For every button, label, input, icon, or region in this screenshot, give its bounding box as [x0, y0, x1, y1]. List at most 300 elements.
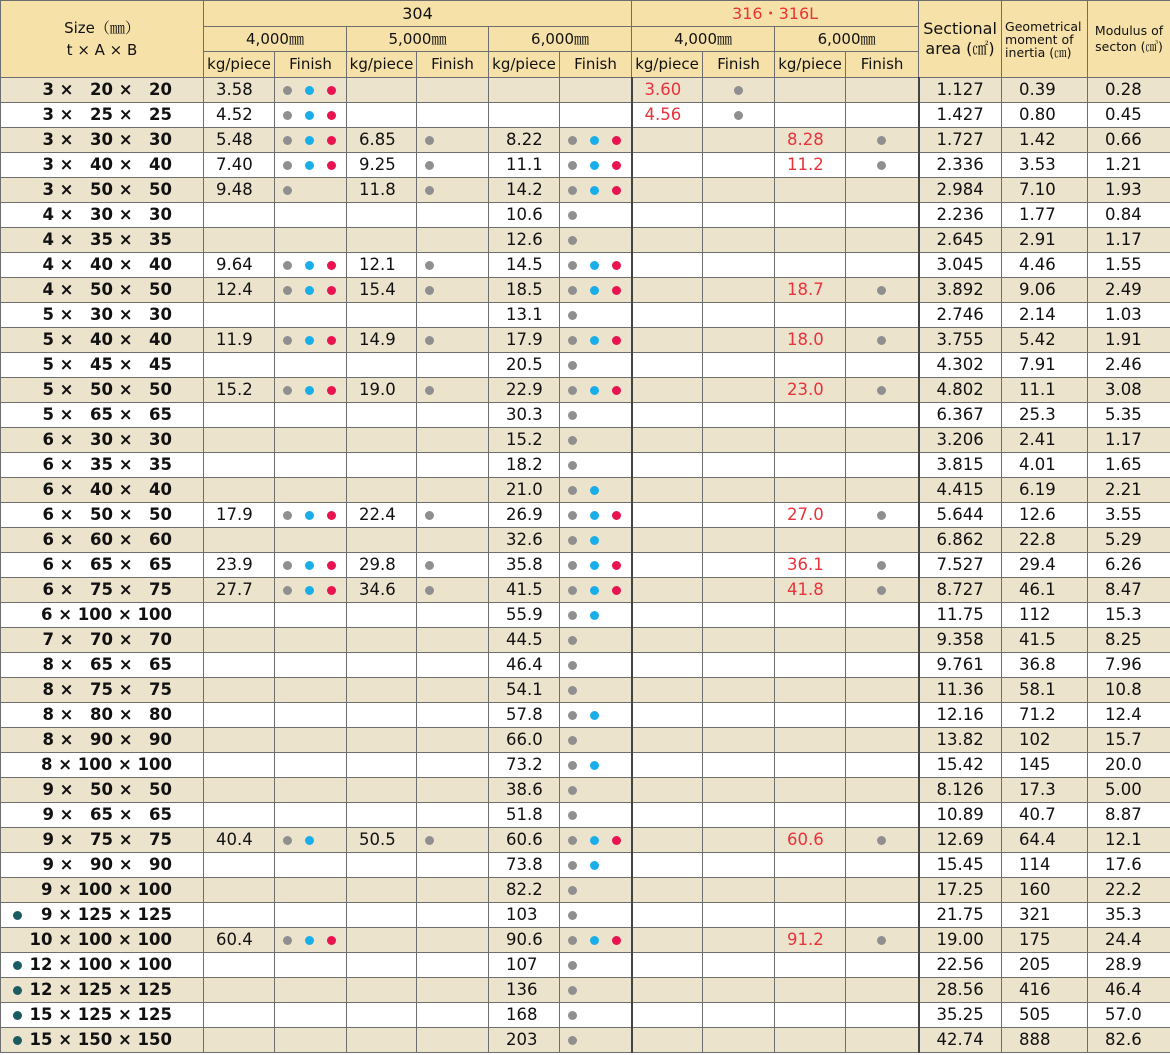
finish-gray-dot-icon	[568, 336, 577, 345]
weight-304-5000: 22.4	[347, 503, 417, 528]
weight-304-6000: 11.1	[489, 153, 560, 178]
modulus-line1: Modulus of	[1094, 23, 1164, 38]
size-cell	[1, 978, 204, 1003]
moment-of-inertia: 4.01	[1002, 453, 1088, 478]
weight-304-4000: 11.9	[204, 328, 275, 353]
finish-blue-dot-icon	[305, 111, 314, 120]
finish-cell	[560, 653, 632, 678]
size-cell	[1, 378, 204, 403]
weight-304-4000: 9.64	[204, 253, 275, 278]
finish-blue-dot-icon	[590, 336, 599, 345]
finish-gray-dot-icon	[568, 236, 577, 245]
finish-blue-dot-icon	[590, 511, 599, 520]
modulus-of-section: 5.29	[1088, 528, 1170, 553]
finish-blue-dot-icon	[305, 511, 314, 520]
finish-gray-dot-icon	[425, 836, 434, 845]
moment-of-inertia: 114	[1002, 853, 1088, 878]
sectional-area: 2.746	[919, 303, 1002, 328]
finish-gray-dot-icon	[568, 736, 577, 745]
finish-cell	[560, 1028, 632, 1053]
finish-gray-dot-icon	[877, 586, 886, 595]
finish-gray-dot-icon	[425, 161, 434, 170]
finish-cell	[846, 653, 919, 678]
finish-gray-dot-icon	[283, 836, 292, 845]
size-text: 8 × 75 × 75	[42, 679, 172, 699]
weight-304-5000	[347, 978, 417, 1003]
modulus-of-section: 22.2	[1088, 878, 1170, 903]
weight-304-6000: 35.8	[489, 553, 560, 578]
modulus-of-section: 1.93	[1088, 178, 1170, 203]
size-text: 5 × 65 × 65	[42, 404, 172, 424]
finish-blue-dot-icon	[590, 136, 599, 145]
finish-cell	[417, 628, 489, 653]
finish-cell	[275, 828, 347, 853]
finish-cell	[703, 928, 775, 953]
weight-304-4000	[204, 1028, 275, 1053]
finish-gray-dot-icon	[568, 836, 577, 845]
weight-316-6000	[775, 703, 846, 728]
weight-304-5000	[347, 728, 417, 753]
weight-304-6000: 22.9	[489, 378, 560, 403]
table-row	[1, 853, 1170, 878]
sectional-area: 13.82	[919, 728, 1002, 753]
weight-304-5000	[347, 228, 417, 253]
finish-cell	[560, 1003, 632, 1028]
size-text: 3 × 40 × 40	[42, 154, 172, 174]
finish-gray-dot-icon	[283, 286, 292, 295]
table-row	[1, 803, 1170, 828]
weight-316-4000	[632, 478, 703, 503]
finish-cell	[846, 678, 919, 703]
moment-of-inertia: 145	[1002, 753, 1088, 778]
weight-316-4000	[632, 653, 703, 678]
finish-gray-dot-icon	[283, 336, 292, 345]
finish-blue-dot-icon	[305, 136, 314, 145]
size-cell	[1, 303, 204, 328]
weight-304-4000: 27.7	[204, 578, 275, 603]
weight-304-5000	[347, 603, 417, 628]
finish-gray-dot-icon	[283, 386, 292, 395]
table-row	[1, 403, 1170, 428]
weight-316-6000	[775, 678, 846, 703]
weight-316-4000: 4.56	[632, 103, 703, 128]
moment-of-inertia: 102	[1002, 728, 1088, 753]
size-text: 8 × 90 × 90	[42, 729, 172, 749]
size-cell	[1, 478, 204, 503]
weight-304-6000: 57.8	[489, 703, 560, 728]
weight-316-4000	[632, 253, 703, 278]
sectional-area: 28.56	[919, 978, 1002, 1003]
moment-of-inertia: 0.80	[1002, 103, 1088, 128]
weight-316-6000	[775, 228, 846, 253]
weight-316-6000	[775, 628, 846, 653]
finish-blue-dot-icon	[590, 836, 599, 845]
finish-gray-dot-icon	[568, 761, 577, 770]
finish-cell	[703, 753, 775, 778]
size-text: 5 × 40 × 40	[42, 329, 172, 349]
size-text: 9 × 100 × 100	[41, 879, 172, 899]
weight-316-6000	[775, 478, 846, 503]
sectional-area: 15.42	[919, 753, 1002, 778]
finish-cell	[703, 353, 775, 378]
finish-gray-dot-icon	[568, 136, 577, 145]
len-304-4000: 4,000㎜	[204, 27, 347, 52]
finish-cell	[417, 903, 489, 928]
finish-gray-dot-icon	[877, 136, 886, 145]
finish-cell	[846, 328, 919, 353]
size-cell	[1, 253, 204, 278]
modulus-of-section: 1.21	[1088, 153, 1170, 178]
finish-cell	[560, 628, 632, 653]
finish-cell	[275, 153, 347, 178]
size-text: 6 × 30 × 30	[42, 429, 172, 449]
finish-cell	[846, 478, 919, 503]
weight-316-4000	[632, 528, 703, 553]
size-text: 12 × 100 × 100	[29, 954, 172, 974]
weight-304-5000	[347, 1003, 417, 1028]
weight-304-6000: 14.2	[489, 178, 560, 203]
weight-316-6000	[775, 803, 846, 828]
weight-316-6000: 18.0	[775, 328, 846, 353]
weight-304-4000: 4.52	[204, 103, 275, 128]
weight-316-4000	[632, 128, 703, 153]
finish-cell	[417, 103, 489, 128]
finish-gray-dot-icon	[425, 511, 434, 520]
finish-blue-dot-icon	[305, 86, 314, 95]
weight-304-4000	[204, 353, 275, 378]
size-label: Size（㎜）	[64, 19, 140, 37]
finish-cell	[846, 78, 919, 103]
finish-cell	[703, 778, 775, 803]
finish-cell	[703, 578, 775, 603]
finish-gray-dot-icon	[283, 136, 292, 145]
finish-cell	[417, 1003, 489, 1028]
finish-blue-dot-icon	[590, 536, 599, 545]
weight-304-5000	[347, 403, 417, 428]
weight-304-4000	[204, 703, 275, 728]
size-text: 4 × 50 × 50	[42, 279, 172, 299]
table-row	[1, 328, 1170, 353]
modulus-of-section: 3.08	[1088, 378, 1170, 403]
modulus-of-section: 28.9	[1088, 953, 1170, 978]
modulus-of-section: 57.0	[1088, 1003, 1170, 1028]
weight-316-4000	[632, 853, 703, 878]
size-text: 5 × 50 × 50	[42, 379, 172, 399]
finish-gray-dot-icon	[283, 511, 292, 520]
finish-cell	[703, 978, 775, 1003]
size-cell	[1, 1003, 204, 1028]
size-cell	[1, 128, 204, 153]
weight-316-4000	[632, 603, 703, 628]
finish-red-dot-icon	[327, 336, 336, 345]
weight-304-4000	[204, 228, 275, 253]
finish-gray-dot-icon	[877, 836, 886, 845]
size-text: 3 × 25 × 25	[42, 104, 172, 124]
finish-gray-dot-icon	[568, 311, 577, 320]
sectional-area: 3.755	[919, 328, 1002, 353]
weight-304-6000: 90.6	[489, 928, 560, 953]
table-row	[1, 253, 1170, 278]
moment-of-inertia: 36.8	[1002, 653, 1088, 678]
size-cell	[1, 328, 204, 353]
weight-316-6000	[775, 403, 846, 428]
finish-blue-dot-icon	[305, 836, 314, 845]
finish-cell	[846, 803, 919, 828]
finish-cell	[846, 878, 919, 903]
weight-316-4000	[632, 1003, 703, 1028]
kg-header: kg/piece	[347, 52, 417, 78]
table-row	[1, 353, 1170, 378]
size-cell	[1, 153, 204, 178]
weight-304-5000	[347, 678, 417, 703]
size-cell	[1, 553, 204, 578]
finish-gray-dot-icon	[877, 286, 886, 295]
finish-blue-dot-icon	[305, 586, 314, 595]
finish-gray-dot-icon	[425, 336, 434, 345]
weight-304-5000	[347, 428, 417, 453]
finish-gray-dot-icon	[568, 811, 577, 820]
finish-gray-dot-icon	[568, 786, 577, 795]
finish-cell	[846, 203, 919, 228]
sectional-area: 3.815	[919, 453, 1002, 478]
weight-304-6000: 38.6	[489, 778, 560, 803]
moment-of-inertia: 29.4	[1002, 553, 1088, 578]
size-cell	[1, 403, 204, 428]
finish-cell	[846, 403, 919, 428]
finish-cell	[275, 953, 347, 978]
finish-cell	[560, 778, 632, 803]
finish-gray-dot-icon	[568, 411, 577, 420]
weight-316-4000	[632, 278, 703, 303]
finish-header: Finish	[846, 52, 919, 78]
size-cell	[1, 353, 204, 378]
modulus-of-section: 1.55	[1088, 253, 1170, 278]
size-text: 6 × 65 × 65	[42, 554, 172, 574]
weight-316-6000	[775, 78, 846, 103]
finish-cell	[703, 503, 775, 528]
weight-316-4000	[632, 453, 703, 478]
weight-316-4000	[632, 828, 703, 853]
modulus-of-section: 35.3	[1088, 903, 1170, 928]
finish-cell	[846, 128, 919, 153]
finish-blue-dot-icon	[305, 161, 314, 170]
size-text: 6 × 60 × 60	[42, 529, 172, 549]
sectional-area: 8.727	[919, 578, 1002, 603]
weight-316-4000	[632, 678, 703, 703]
finish-cell	[417, 528, 489, 553]
material-304-header: 304	[204, 1, 632, 27]
finish-blue-dot-icon	[305, 561, 314, 570]
finish-cell	[560, 503, 632, 528]
finish-cell	[846, 1003, 919, 1028]
modulus-line2: secton (㎤)	[1095, 39, 1163, 54]
finish-cell	[560, 578, 632, 603]
weight-316-6000: 41.8	[775, 578, 846, 603]
sectional-area-header	[919, 1, 1002, 78]
finish-cell	[560, 78, 632, 103]
finish-gray-dot-icon	[568, 211, 577, 220]
finish-gray-dot-icon	[877, 936, 886, 945]
finish-cell	[703, 478, 775, 503]
size-text: 9 × 65 × 65	[42, 804, 172, 824]
finish-cell	[275, 503, 347, 528]
moment-of-inertia: 4.46	[1002, 253, 1088, 278]
moment-of-inertia: 1.77	[1002, 203, 1088, 228]
table-row	[1, 128, 1170, 153]
sectional-area: 6.367	[919, 403, 1002, 428]
table-row	[1, 578, 1170, 603]
weight-304-6000	[489, 78, 560, 103]
finish-cell	[703, 303, 775, 328]
modulus-of-section: 2.21	[1088, 478, 1170, 503]
finish-cell	[417, 653, 489, 678]
finish-cell	[417, 878, 489, 903]
moment-of-inertia: 11.1	[1002, 378, 1088, 403]
modulus-of-section: 1.91	[1088, 328, 1170, 353]
weight-304-4000	[204, 978, 275, 1003]
modulus-of-section: 6.26	[1088, 553, 1170, 578]
sectional-area: 4.802	[919, 378, 1002, 403]
finish-gray-dot-icon	[568, 686, 577, 695]
finish-cell	[560, 228, 632, 253]
weight-316-6000	[775, 878, 846, 903]
finish-cell	[703, 728, 775, 753]
modulus-of-section: 20.0	[1088, 753, 1170, 778]
finish-cell	[846, 178, 919, 203]
finish-red-dot-icon	[612, 336, 621, 345]
weight-304-4000	[204, 403, 275, 428]
finish-gray-dot-icon	[425, 386, 434, 395]
finish-cell	[703, 878, 775, 903]
weight-304-6000: 103	[489, 903, 560, 928]
sectional-area: 22.56	[919, 953, 1002, 978]
weight-316-4000: 3.60	[632, 78, 703, 103]
table-row	[1, 953, 1170, 978]
finish-cell	[417, 178, 489, 203]
finish-cell	[846, 428, 919, 453]
finish-cell	[417, 503, 489, 528]
weight-304-4000: 15.2	[204, 378, 275, 403]
finish-cell	[703, 803, 775, 828]
finish-cell	[560, 328, 632, 353]
size-cell	[1, 853, 204, 878]
weight-304-5000: 19.0	[347, 378, 417, 403]
finish-cell	[275, 303, 347, 328]
finish-gray-dot-icon	[568, 861, 577, 870]
weight-304-5000	[347, 953, 417, 978]
finish-cell	[275, 703, 347, 728]
finish-cell	[560, 828, 632, 853]
size-cell	[1, 628, 204, 653]
modulus-of-section: 1.03	[1088, 303, 1170, 328]
finish-red-dot-icon	[612, 561, 621, 570]
sectional-area: 2.645	[919, 228, 1002, 253]
finish-red-dot-icon	[327, 111, 336, 120]
size-text: 15 × 150 × 150	[29, 1029, 172, 1049]
finish-cell	[417, 203, 489, 228]
moment-of-inertia: 2.91	[1002, 228, 1088, 253]
sectional-area: 11.75	[919, 603, 1002, 628]
weight-316-4000	[632, 228, 703, 253]
finish-cell	[417, 453, 489, 478]
finish-cell	[275, 228, 347, 253]
weight-304-4000: 3.58	[204, 78, 275, 103]
table-row	[1, 728, 1170, 753]
size-text: 9 × 50 × 50	[42, 779, 172, 799]
table-row	[1, 678, 1170, 703]
finish-gray-dot-icon	[877, 511, 886, 520]
modulus-of-section: 82.6	[1088, 1028, 1170, 1053]
table-row	[1, 778, 1170, 803]
weight-316-6000: 60.6	[775, 828, 846, 853]
weight-304-6000: 51.8	[489, 803, 560, 828]
moment-of-inertia: 58.1	[1002, 678, 1088, 703]
size-text: 3 × 50 × 50	[42, 179, 172, 199]
finish-cell	[417, 353, 489, 378]
size-cell	[1, 753, 204, 778]
finish-cell	[560, 528, 632, 553]
finish-cell	[560, 603, 632, 628]
weight-304-6000: 32.6	[489, 528, 560, 553]
finish-blue-dot-icon	[305, 386, 314, 395]
sectional-area: 1.727	[919, 128, 1002, 153]
weight-304-4000	[204, 478, 275, 503]
sectional-area: 15.45	[919, 853, 1002, 878]
modulus-of-section: 24.4	[1088, 928, 1170, 953]
finish-blue-dot-icon	[590, 611, 599, 620]
weight-304-6000: 66.0	[489, 728, 560, 753]
modulus-of-section: 5.00	[1088, 778, 1170, 803]
finish-blue-dot-icon	[590, 711, 599, 720]
finish-cell	[560, 703, 632, 728]
finish-cell	[846, 753, 919, 778]
finish-cell	[703, 553, 775, 578]
moment-of-inertia: 3.53	[1002, 153, 1088, 178]
modulus-of-section: 2.49	[1088, 278, 1170, 303]
weight-316-6000	[775, 1003, 846, 1028]
finish-red-dot-icon	[327, 936, 336, 945]
finish-cell	[417, 978, 489, 1003]
finish-cell	[846, 728, 919, 753]
weight-304-5000: 34.6	[347, 578, 417, 603]
finish-cell	[560, 103, 632, 128]
finish-cell	[703, 403, 775, 428]
sectional-area: 42.74	[919, 1028, 1002, 1053]
weight-316-6000	[775, 178, 846, 203]
table-row	[1, 828, 1170, 853]
finish-cell	[275, 853, 347, 878]
sectional-area: 2.236	[919, 203, 1002, 228]
finish-cell	[846, 1028, 919, 1053]
len-304-5000: 5,000㎜	[347, 27, 489, 52]
finish-gray-dot-icon	[568, 261, 577, 270]
moment-of-inertia: 2.41	[1002, 428, 1088, 453]
finish-cell	[703, 453, 775, 478]
finish-cell	[703, 903, 775, 928]
modulus-of-section: 2.46	[1088, 353, 1170, 378]
finish-cell	[417, 553, 489, 578]
weight-316-4000	[632, 878, 703, 903]
finish-blue-dot-icon	[590, 486, 599, 495]
weight-316-4000	[632, 1028, 703, 1053]
finish-gray-dot-icon	[568, 636, 577, 645]
weight-304-5000	[347, 1028, 417, 1053]
weight-316-4000	[632, 553, 703, 578]
weight-304-5000	[347, 203, 417, 228]
table-row	[1, 278, 1170, 303]
weight-304-6000: 46.4	[489, 653, 560, 678]
moment-of-inertia: 112	[1002, 603, 1088, 628]
